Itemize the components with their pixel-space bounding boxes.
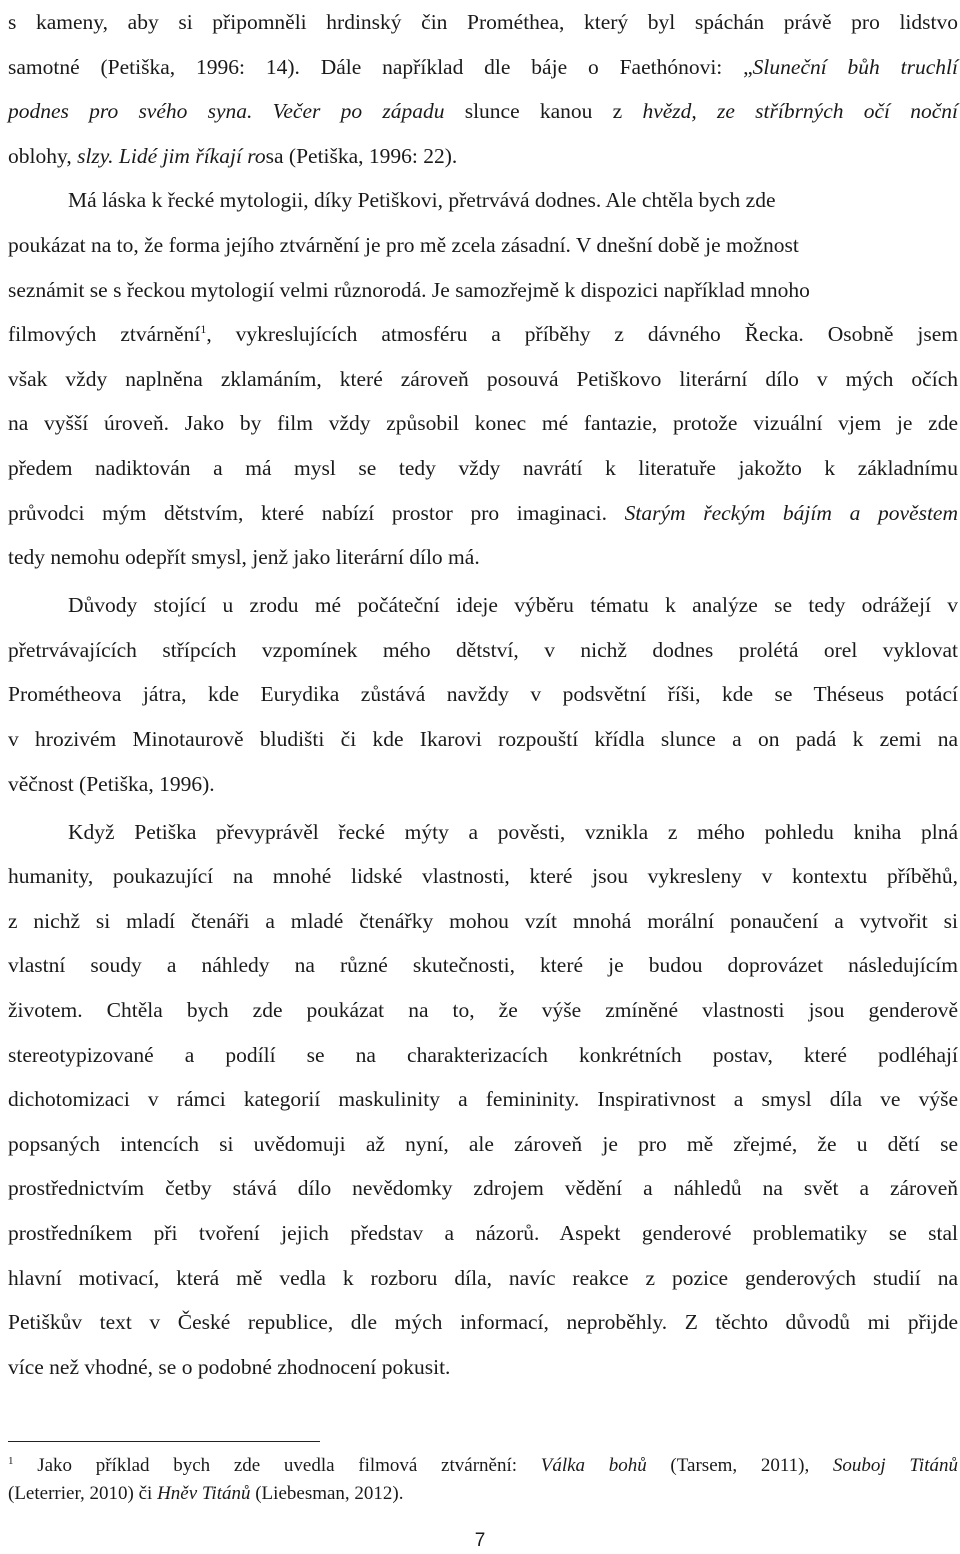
text-run: s kameny, aby si připomněli hrdinský čin Prométhea, který byl spáchán právě pro lidstvo <box>8 10 958 34</box>
body-line <box>8 401 958 446</box>
text-run: Má láska k řecké mytologii, díky Petiškovi, přetrvává dodnes. Ale chtěla bych zde <box>68 188 776 213</box>
text-run: filmových ztvárnění <box>8 322 201 347</box>
text-run: dichotomizaci v rámci kategorií maskulinity a femininity. Inspirativnost a smysl díla ve výše <box>8 1087 958 1112</box>
body-line <box>8 943 958 988</box>
text-run: věčnost (Petiška, 1996). <box>8 771 215 796</box>
body-line <box>8 45 958 90</box>
text-run: , vykreslujících atmosféru a příběhy z dávného Řecka. Osobně jsem <box>206 322 959 347</box>
body-line <box>8 810 958 855</box>
text-run: humanity, poukazující na mnohé lidské vlastnosti, které jsou vykresleny v kontextu příběhů, <box>8 864 958 889</box>
text-run: průvodci mým dětstvím, které nabízí prostor pro imaginaci. <box>8 500 625 525</box>
body-line <box>8 717 958 762</box>
italic-text: Souboj Titánů <box>832 1455 958 1476</box>
body-line <box>8 1300 958 1345</box>
body-line <box>8 1122 958 1167</box>
body-line <box>8 223 958 268</box>
text-run: (Liebesman, 2012). <box>250 1483 404 1504</box>
text-run: poukázat na to, že forma jejího ztvárnění je pro mě zcela zásadní. V dnešní době je možnost <box>8 232 799 257</box>
text-run: předem nadiktován a má mysl se tedy vždy navrátí k literatuře jakožto k základnímu <box>8 455 958 480</box>
body-text <box>8 0 958 1389</box>
text-run: sa (Petiška, 1996: 22). <box>265 143 458 168</box>
text-run: Jako příklad bych zde uvedla filmová ztvárnění: <box>13 1455 541 1476</box>
italic-text: podnes pro svého syna. Večer po západu <box>8 99 445 124</box>
text-run: životem. Chtěla bych zde poukázat na to, že výše zmíněné vlastnosti jsou genderově <box>8 998 958 1023</box>
italic-text: Starým řeckým bájím a pověstem <box>624 500 958 525</box>
text-run: Když Petiška převyprávěl řecké mýty a pověsti, vznikla z mého pohledu kniha plná <box>68 819 958 844</box>
italic-text: hvězd, ze stříbrných očí noční <box>642 99 959 124</box>
text-run: prostřednictvím četby stává dílo nevědomky zdrojem vědění a náhledů na svět a zároveň <box>8 1176 958 1201</box>
footnote-line <box>8 1480 958 1508</box>
text-run: více než vhodné, se o podobné zhodnocení pokusit. <box>8 1354 451 1379</box>
footnote-reference: 1 <box>8 1455 14 1467</box>
body-line <box>8 628 958 673</box>
text-run: z nichž si mladí čtenáři a mladé čtenářky mohou vzít mnohá morální ponaučení a vytvořit si <box>8 908 958 933</box>
text-run: seznámit se s řeckou mytologií velmi různorodá. Je samozřejmě k dispozici například mnoho <box>8 277 810 302</box>
body-line <box>8 854 958 899</box>
body-line <box>8 762 958 807</box>
italic-text: Válka bohů <box>540 1455 647 1476</box>
text-run: v hrozivém Minotaurově bludišti či kde Ikarovi rozpouští křídla slunce a on padá k zemi na <box>8 727 958 751</box>
text-run: oblohy, <box>8 143 78 168</box>
footnote-separator <box>8 1441 320 1442</box>
text-run: stereotypizované a podílí se na charakterizacích konkrétních postav, které podléhají <box>8 1042 958 1067</box>
body-line <box>8 446 958 491</box>
italic-text: slzy. Lidé jim říkají ro <box>77 143 266 168</box>
text-run: Petiškův text v České republice, dle mých informací, neproběhly. Z těchto důvodů mi přijde <box>8 1310 958 1335</box>
body-line <box>8 672 958 717</box>
text-run: přetrvávajících střípcích vzpomínek mého dětství, v nichž dodnes prolétá orel vyklovat <box>8 637 958 662</box>
italic-text: Hněv Titánů <box>157 1483 251 1504</box>
body-line <box>8 1256 958 1301</box>
text-run: tedy nemohu odepřít smysl, jenž jako literární dílo má. <box>8 545 480 570</box>
body-line <box>8 1345 958 1390</box>
body-line <box>8 357 958 402</box>
page-number: 7 <box>474 1530 486 1551</box>
italic-text: Sluneční bůh truchlí <box>752 54 958 79</box>
body-line <box>8 1077 958 1122</box>
body-line <box>8 1033 958 1078</box>
footnote-reference: 1 <box>200 322 207 337</box>
body-line <box>8 89 958 134</box>
body-line <box>8 268 958 313</box>
body-line <box>8 899 958 944</box>
text-run: hlavní motivací, která mě vedla k rozboru díla, navíc reakce z pozice genderových studií na <box>8 1265 958 1290</box>
body-line <box>8 988 958 1033</box>
text-run: samotné (Petiška, 1996: 14). Dále například dle báje o Faethónovi: „ <box>8 54 753 79</box>
body-line <box>8 0 958 45</box>
text-run: slunce kanou z <box>444 99 643 124</box>
body-line <box>8 134 958 179</box>
text-run: (Tarsem, 2011), <box>646 1455 833 1476</box>
text-run: prostředníkem při tvoření jejich představ a názorů. Aspekt genderové problematiky se stal <box>8 1221 958 1246</box>
body-line <box>8 1211 958 1256</box>
body-line <box>8 491 958 536</box>
text-run: Důvody stojící u zrodu mé počáteční ideje výběru tématu k analýze se tedy odrážejí v <box>68 593 958 618</box>
footnote <box>8 1452 958 1508</box>
text-run: vlastní soudy a náhledy na různé skutečnosti, které je budou doprovázet následujícím <box>8 953 958 978</box>
body-line <box>8 535 958 580</box>
body-line <box>8 1166 958 1211</box>
text-run: Prométheova játra, kde Eurydika zůstává navždy v podsvětní říši, kde se Théseus potácí <box>8 682 958 707</box>
text-run: však vždy naplněna zklamáním, které zároveň posouvá Petiškovo literární dílo v mých očích <box>8 366 958 391</box>
body-line <box>8 312 958 357</box>
body-line <box>8 583 958 628</box>
text-run: popsaných intencích si uvědomuji až nyní, ale zároveň je pro mě zřejmé, že u dětí se <box>8 1131 958 1156</box>
footnote-line <box>8 1452 958 1480</box>
text-run: na vyšší úroveň. Jako by film vždy způsobil konec mé fantazie, protože vizuální vjem je zde <box>8 411 958 436</box>
body-line <box>8 178 958 223</box>
text-run: (Leterrier, 2010) či <box>8 1483 158 1504</box>
